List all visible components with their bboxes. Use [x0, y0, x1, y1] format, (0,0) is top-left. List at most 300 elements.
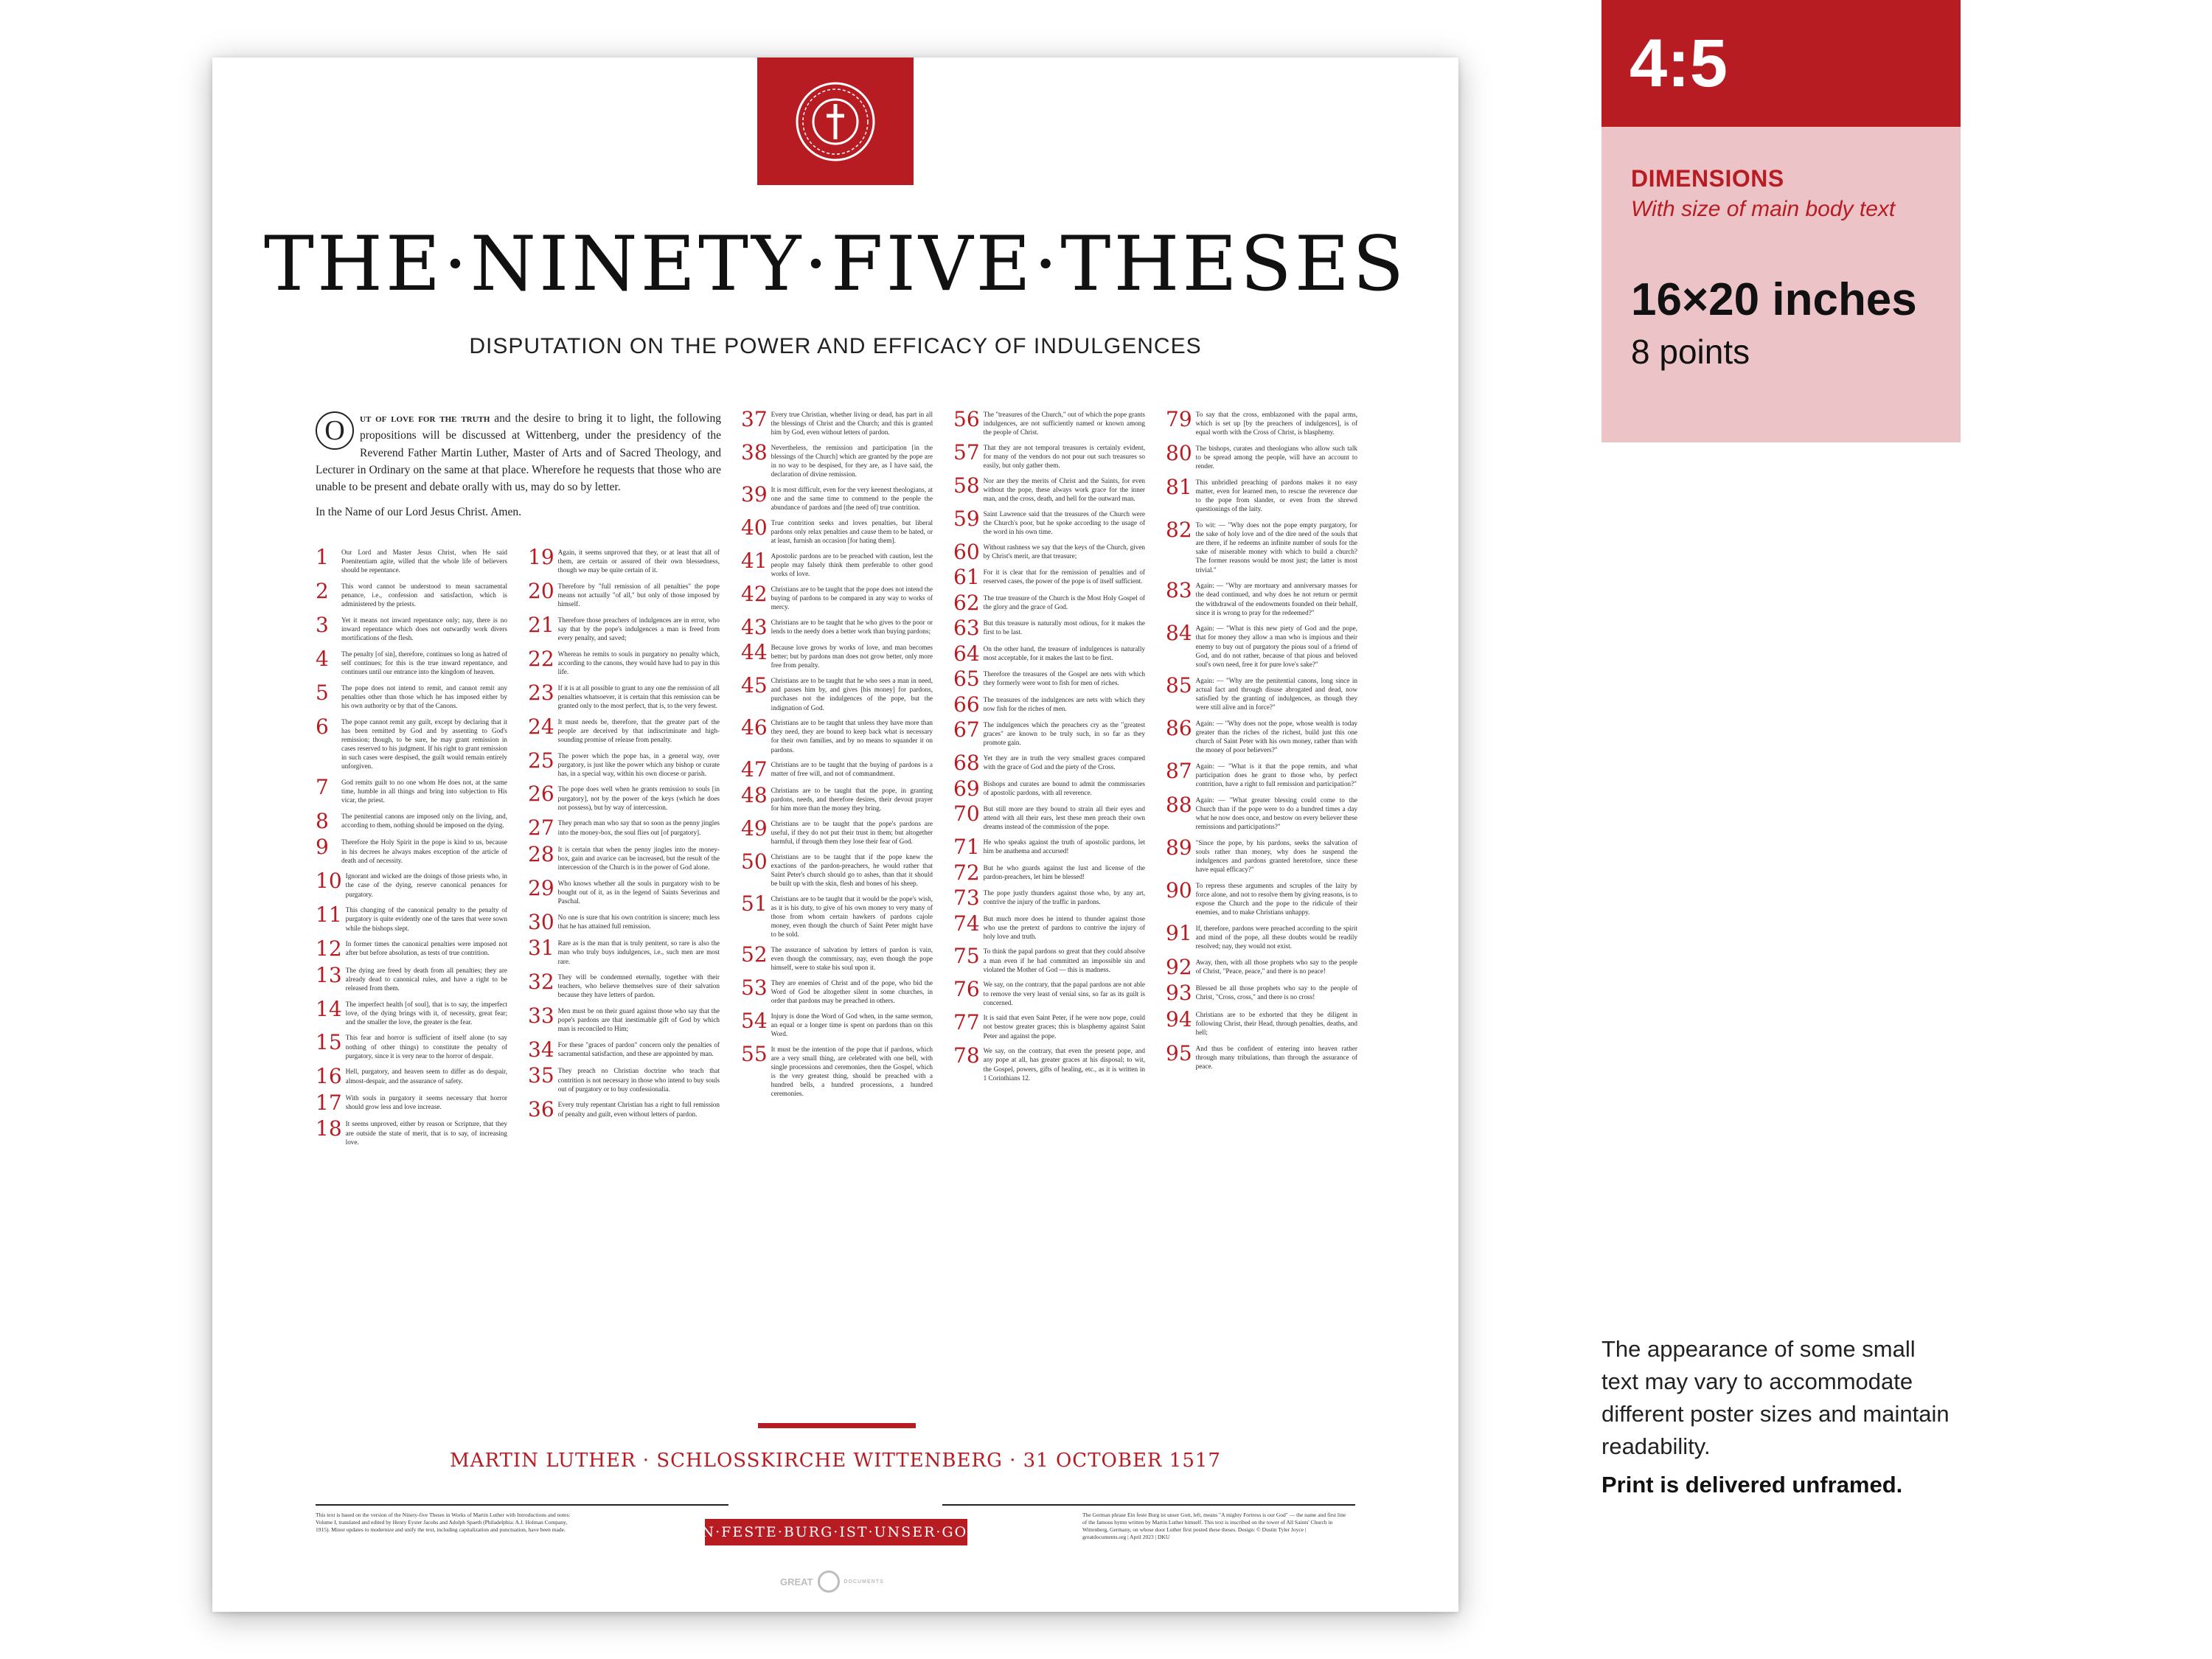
thesis-item	[316, 996, 507, 1026]
thesis-text: No one is sure that his own contrition is sincere; much less that he has attained full remission.	[557, 913, 720, 930]
thesis-number: 71	[953, 835, 980, 860]
theses-column-3	[741, 407, 933, 1105]
poster	[212, 58, 1458, 1612]
thesis-item	[1166, 1006, 1357, 1037]
thesis-item	[741, 975, 933, 1005]
thesis-text: Men must be on their guard against those who say that the pope's pardons are that inestimable gift of God by which man is reconciled to Him;	[557, 1007, 720, 1033]
thesis-number: 4	[316, 646, 329, 671]
thesis-item	[953, 439, 1145, 470]
thesis-text: This unbridled preaching of pardons makes it no easy matter, even for learned men, to rescue the reverence due to the pope from slander, or even from the shrewd questionings of the laity.	[1195, 478, 1357, 513]
thesis-number: 31	[528, 936, 554, 961]
thesis-item	[953, 641, 1145, 666]
thesis-text: Our Lord and Master Jesus Christ, when He said Poenitentiam agite, willed that the whole life of believers should be repentance.	[341, 549, 507, 574]
thesis-number: 47	[741, 757, 768, 782]
thesis-number: 66	[953, 692, 980, 717]
thesis-item	[953, 835, 1145, 860]
thesis-item	[741, 548, 933, 578]
thesis-text: It is said that even Saint Peter, if he were now pope, could not bestow greater graces; this is blasphemy against Saint Peter and against the pope.	[983, 1014, 1145, 1040]
thesis-text: The "treasures of the Church," out of which the pope grants indulgences, are not sufficiently named or known among the people of Christ.	[983, 411, 1145, 437]
theses-column-1	[316, 545, 507, 1153]
thesis-text: The pope does well when he grants remission to souls [in purgatory], not by the power of the keys (which he does not possess), but by way of intercession.	[557, 785, 720, 811]
thesis-text: Blessed be all those prophets who say to the people of Christ, "Cross, cross," and there is no cross!	[1195, 984, 1357, 1001]
thesis-number: 94	[1166, 1006, 1192, 1032]
thesis-text: They preach no Christian doctrine who teach that contrition is not necessary in those who intend to buy souls out of purgatory or to buy confessionalia.	[557, 1067, 720, 1093]
thesis-number: 55	[741, 1041, 768, 1066]
thesis-item	[1166, 672, 1357, 712]
thesis-item	[528, 578, 720, 608]
thesis-text: Who knows whether all the souls in purgatory wish to be bought out of it, as in the legend of Saints Severinus and Paschal.	[557, 879, 720, 905]
thesis-number: 49	[741, 815, 768, 841]
thesis-item	[1166, 981, 1357, 1006]
logo-subtext: DOCUMENTS	[844, 1579, 884, 1585]
thesis-number: 69	[953, 776, 980, 801]
thesis-number: 19	[528, 545, 554, 569]
thesis-number: 85	[1166, 672, 1192, 698]
thesis-text: Nevertheless, the remission and participation [in the blessings of the Church] which are granted by the pope are in no way to be despised, for they are, as I have said, the declaration of divine remission.	[771, 443, 933, 479]
signature-line: MARTIN LUTHER · SCHLOSSKIRCHE WITTENBERG · 31 OCTOBER 1517	[450, 1450, 1221, 1472]
thesis-text: Therefore the Holy Spirit in the pope is kind to us, because in his decrees he always makes exception of the article of death and of necessity.	[341, 838, 507, 864]
thesis-number: 59	[953, 506, 980, 531]
thesis-item	[316, 612, 507, 642]
thesis-item	[316, 869, 507, 898]
thesis-number: 58	[953, 473, 980, 498]
thesis-item	[528, 748, 720, 778]
thesis-number: 22	[528, 646, 554, 671]
thesis-item	[1166, 578, 1357, 617]
thesis-item	[1166, 407, 1357, 437]
thesis-item	[953, 473, 1145, 503]
thesis-item	[316, 808, 507, 833]
thesis-number: 21	[528, 612, 554, 637]
thesis-item	[741, 581, 933, 611]
thesis-number: 23	[528, 680, 554, 705]
thesis-item	[953, 565, 1145, 590]
thesis-number: 89	[1166, 835, 1192, 860]
thesis-text: Because love grows by works of love, and man becomes better; but by pardons man does not grow better, only more free from penalty.	[771, 644, 933, 669]
thesis-number: 45	[741, 673, 768, 698]
thesis-text: Again: — "What is this new piety of God and the pope, that for money they allow a man who is impious and their enemy to buy out of purgatory the pious soul of a friend of God, and do not rather, because of that pious and beloved soul's own need, free it for pure love's sake?"	[1195, 625, 1357, 668]
poster-size: 16×20 inches	[1631, 274, 1917, 325]
thesis-item	[953, 801, 1145, 831]
thesis-text: Therefore by "full remission of all penalties" the pope means not actually "of all," but only of those imposed by himself.	[557, 582, 720, 608]
footer-rule-left	[316, 1504, 728, 1506]
thesis-text: Again, it seems unproved that they, or at least that all of them, are certain or assured of their own blessedness, though we may be quite certain of it.	[557, 549, 720, 574]
thesis-item	[1166, 1040, 1357, 1071]
thesis-text: But still more are they bound to strain all their eyes and attend with all their ears, lest these men preach their own dreams instead of the commission of the pope.	[983, 805, 1145, 831]
thesis-number: 57	[953, 439, 980, 465]
thesis-number: 82	[1166, 517, 1192, 542]
thesis-number: 15	[316, 1030, 342, 1055]
thesis-text: This fear and horror is sufficient of itself alone (to say nothing of other things) to constitute the penalty of purgatory, since it is very near to the horror of despair.	[345, 1034, 507, 1060]
thesis-number: 76	[953, 977, 980, 1002]
thesis-number: 63	[953, 616, 980, 641]
thesis-text: Yet they are in truth the very smallest graces compared with the grace of God and the piety of the Cross.	[983, 754, 1145, 771]
thesis-item	[953, 616, 1145, 641]
thesis-number: 17	[316, 1090, 342, 1115]
intro-text: and the desire to bring it to light, the following propositions will be discussed at Wittenberg, under the presidency of the Reverend Father Martin Luther, Master of Arts and of Sacred Theology, and Lecturer in Ordinary on the same at that place. Wherefore he requests that those who are unable to be present and debate orally with us, may do so by letter.	[316, 412, 721, 493]
thesis-text: Nor are they the merits of Christ and the Saints, for even without the pope, these always work grace for the inner man, and the cross, death, and hell for the outward man.	[983, 476, 1145, 503]
thesis-text: True contrition seeks and loves penalties, but liberal pardons only relax penalties and cause them to be hated, or at least, furnish an occasion [for hating them].	[771, 518, 933, 545]
thesis-number: 86	[1166, 715, 1192, 740]
thesis-text: Injury is done the Word of God when, in the same sermon, an equal or a longer time is spent on pardons than on this Word.	[771, 1012, 933, 1037]
thesis-item	[741, 1041, 933, 1099]
thesis-text: The penalty [of sin], therefore, continues so long as hatred of self continues; for this is the true inward repentance, and continues until our entrance into the kingdom of heaven.	[341, 650, 507, 676]
thesis-text: But much more does he intend to thunder against those who use the pretext of pardons to contrive the injury of holy love and truth.	[983, 914, 1145, 940]
thesis-text: This changing of the canonical penalty to the penalty of purgatory is quite evidently one of the tares that were sown while the bishops slept.	[345, 906, 507, 932]
thesis-item	[316, 1030, 507, 1060]
thesis-text: Yet it means not inward repentance only; nay, there is no inward repentance which does not outwardly work divers mortifications of the flesh.	[341, 616, 507, 642]
thesis-item	[953, 692, 1145, 717]
thesis-number: 13	[316, 962, 342, 987]
red-divider	[758, 1423, 916, 1428]
thesis-number: 50	[741, 849, 768, 874]
thesis-number: 10	[316, 869, 342, 894]
thesis-number: 92	[1166, 954, 1192, 979]
thesis-item	[316, 936, 507, 961]
thesis-item	[741, 673, 933, 712]
thesis-text: Christians are to be taught that he who gives to the poor or lends to the needy does a better work than buying pardons;	[771, 618, 933, 635]
thesis-number: 14	[316, 996, 342, 1021]
thesis-text: The pope does not intend to remit, and cannot remit any penalties other than those which he has imposed either by his own authority or by that of the Canons.	[341, 684, 507, 709]
thesis-item	[528, 841, 720, 872]
thesis-item	[741, 815, 933, 846]
thesis-text: We say, on the contrary, that the papal pardons are not able to remove the very least of venial sins, so far as its guilt is concerned.	[983, 981, 1145, 1006]
thesis-text: They are enemies of Christ and of the pope, who bid the Word of God be altogether silent in some churches, in order that pardons may be preached in others.	[771, 978, 933, 1005]
footer-source-note: This text is based on the version of the Ninety-five Theses in Works of Martin Luther with Introductions and notes: Volume I, translated and edited by Henry Eyster Jacobs and Adolph Spaeth (Philadelphia: A.J. Holman Company, 1915). Minor updates to modernize and unify the text, including capitalization and punctuation, have been made.	[316, 1512, 571, 1534]
thesis-number: 36	[528, 1097, 554, 1122]
thesis-text: Christians are to be taught that the pope does not intend the buying of pardons to be compared in any way to works of mercy.	[771, 585, 933, 611]
thesis-item	[1166, 835, 1357, 874]
thesis-text: It must needs be, therefore, that the greater part of the people are deceived by that indiscriminate and high-sounding promise of release from penalty.	[557, 717, 720, 743]
readability-note: The appearance of some small text may vary to accommodate different poster sizes and maintain readability.	[1601, 1336, 1950, 1460]
thesis-text: The treasures of the indulgences are nets with which they now fish for the riches of men.	[983, 695, 1145, 712]
thesis-item	[1166, 758, 1357, 788]
thesis-item	[741, 757, 933, 782]
thesis-number: 95	[1166, 1040, 1192, 1065]
thesis-item	[316, 1064, 507, 1089]
thesis-item	[1166, 715, 1357, 755]
theses-column-5	[1166, 407, 1357, 1078]
thesis-number: 40	[741, 515, 768, 540]
thesis-text: This word cannot be understood to mean sacramental penance, i.e., confession and satisfaction, which is administered by the priests.	[341, 582, 507, 608]
thesis-text: And thus be confident of entering into heaven rather through many tribulations, than through the assurance of peace.	[1195, 1044, 1357, 1070]
thesis-number: 56	[953, 407, 980, 431]
thesis-number: 5	[316, 680, 329, 705]
thesis-item	[316, 902, 507, 932]
thesis-number: 81	[1166, 474, 1192, 499]
thesis-number: 53	[741, 975, 768, 1000]
thesis-item	[316, 578, 507, 608]
thesis-item	[316, 545, 507, 574]
unframed-note: Print is delivered unframed.	[1601, 1472, 1903, 1498]
thesis-text: Christians are to be taught that if the pope knew the exactions of the pardon-preachers, he would rather that Saint Peter's church should go to ashes, than that it should be built up with the skin, flesh and bones of his sheep.	[771, 852, 933, 887]
thesis-item	[316, 714, 507, 771]
theses-column-4	[953, 407, 1145, 1088]
thesis-number: 11	[316, 902, 342, 928]
thesis-number: 41	[741, 548, 768, 573]
thesis-text: Christians are to be taught that the pope, in granting pardons, needs, and therefore desires, their devout prayer for him more than the money they bring.	[771, 786, 933, 812]
thesis-text: Therefore those preachers of indulgences are in error, who say that by the pope's indulgences a man is freed from every penalty, and saved;	[557, 616, 720, 642]
thesis-text: Christians are to be taught that the buying of pardons is a matter of free will, and not of commandment.	[771, 761, 933, 778]
great-documents-logo	[780, 1569, 891, 1594]
thesis-text: Rare as is the man that is truly penitent, so rare is also the man who truly buys indulgences, i.e., such men are most rare.	[557, 939, 720, 965]
thesis-number: 65	[953, 667, 980, 692]
thesis-number: 79	[1166, 407, 1192, 431]
thesis-item	[741, 891, 933, 939]
thesis-text: They preach man who say that so soon as the penny jingles into the money-box, the soul flies out [of purgatory].	[557, 819, 720, 836]
thesis-text: The pope justly thunders against those who, by any art, contrive the injury of the traffic in pardons.	[983, 889, 1145, 906]
thesis-number: 6	[316, 714, 329, 739]
thesis-text: But he who guards against the lust and license of the pardon-preachers, let him be blessed!	[983, 863, 1145, 880]
thesis-text: The indulgences which the preachers cry as the "greatest graces" are known to be truly such, in so far as they promote gain.	[983, 721, 1145, 747]
thesis-number: 83	[1166, 578, 1192, 603]
footer-design-note: The German phrase Ein feste Burg ist unser Gott, left, means "A mighty Fortress is our God" — the name and first line of the famous hymn written by Martin Luther himself. This text is inscribed on the tower of All Saints' Church in Wittenberg, Germany, on whose door Luther first posted these theses. Design: © Dustin Tyler Joyce | greatdocuments.org | April 2023 | DKU	[1082, 1512, 1346, 1541]
thesis-text: Christians are to be taught that it would be the pope's wish, as it is his duty, to give of his own money to very many of those from whom certain hawkers of pardons cajole money, even though the church of Saint Peter might have to be sold.	[771, 894, 933, 939]
thesis-text: Again: — "What is it that the pope remits, and what participation does he grant to those who, by perfect contrition, have a right to full remission and participation?"	[1195, 762, 1357, 787]
thesis-number: 28	[528, 841, 554, 866]
intro-dropcap: O	[316, 411, 354, 450]
thesis-number: 61	[953, 565, 980, 590]
thesis-text: Every truly repentant Christian has a right to full remission of penalty and guilt, even without letters of pardon.	[557, 1101, 720, 1118]
thesis-item	[316, 1090, 507, 1115]
thesis-item	[528, 545, 720, 574]
theses-column-2	[528, 545, 720, 1127]
thesis-number: 88	[1166, 792, 1192, 817]
thesis-text: He who speaks against the truth of apostolic pardons, let him be anathema and accursed!	[983, 838, 1145, 855]
intro-smallcaps: ut of love for the truth	[360, 412, 490, 425]
thesis-item	[953, 860, 1145, 885]
aspect-ratio-header: 4:5	[1601, 0, 1961, 127]
thesis-item	[528, 815, 720, 841]
thesis-item	[953, 590, 1145, 615]
thesis-text: To think the papal pardons so great that they could absolve a man even if he had committed an impossible sin and violated the Mother of God — this is madness.	[983, 947, 1145, 973]
thesis-number: 42	[741, 581, 768, 606]
thesis-text: Away, then, with all those prophets who say to the people of Christ, "Peace, peace," and there is no peace!	[1195, 958, 1357, 975]
thesis-number: 48	[741, 782, 768, 807]
thesis-item	[741, 481, 933, 512]
thesis-text: Again: — "Why does not the pope, whose wealth is today greater than the riches of the richest, build just this one church of Saint Peter with his own money, rather than with the money of poor believers?"	[1195, 719, 1357, 754]
thesis-item	[528, 1097, 720, 1122]
thesis-number: 84	[1166, 621, 1192, 646]
logo-text: GREAT	[780, 1576, 813, 1587]
body-text-size: 8 points	[1631, 333, 1750, 371]
thesis-item	[953, 977, 1145, 1006]
thesis-text: Without rashness we say that the keys of the Church, given by Christ's merit, are that treasure;	[983, 543, 1145, 560]
thesis-text: Christians are to be taught that the pope's pardons are useful, if they do not put their trust in them; but altogether harmful, if through them they lose their fear of God.	[771, 819, 933, 845]
footer-rule-right	[942, 1504, 1355, 1506]
thesis-text: To say that the cross, emblazoned with the papal arms, which is set up [by the preachers of indulgences], is of equal worth with the Cross of Christ, is blasphemy.	[1195, 411, 1357, 437]
thesis-item	[953, 667, 1145, 692]
thesis-text: Apostolic pardons are to be preached with caution, lest the people may falsely think them preferable to other good works of love.	[771, 552, 933, 578]
thesis-text: Again: — "Why are mortuary and anniversary masses for the dead continued, and why does he not return or permit the withdrawal of the endowments founded on their behalf, since it is wrong to pray for the redeemed?"	[1195, 582, 1357, 616]
thesis-item	[528, 936, 720, 965]
thesis-text: Again: — "What greater blessing could come to the Church than if the pope were to do a hundred times a day what he now does once, and bestow on every believer these remissions and participations?"	[1195, 796, 1357, 830]
thesis-number: 24	[528, 714, 554, 739]
thesis-item	[741, 782, 933, 813]
thesis-item	[316, 962, 507, 992]
thesis-number: 7	[316, 774, 329, 799]
thesis-text: Hell, purgatory, and heaven seem to differ as do despair, almost-despair, and the assurance of safety.	[345, 1068, 507, 1085]
thesis-item	[316, 835, 507, 864]
thesis-item	[1166, 954, 1357, 979]
thesis-text: The penitential canons are imposed only on the living, and, according to them, nothing should be imposed on the dying.	[341, 812, 507, 830]
thesis-text: The true treasure of the Church is the Most Holy Gospel of the glory and the grace of God.	[983, 594, 1145, 611]
thesis-number: 38	[741, 439, 768, 465]
thesis-item	[1166, 517, 1357, 574]
thesis-text: It must be the intention of the pope that if pardons, which are a very small thing, are celebrated with one bell, with single processions and ceremonies, then the Gospel, which is the very greatest thing, should be preached with a hundred bells, a hundred processions, a hundred ceremonies.	[771, 1045, 933, 1098]
thesis-number: 52	[741, 942, 768, 967]
thesis-text: To repress these arguments and scruples of the laity by force alone, and not to resolve them by giving reasons, is to expose the Church and the pope to the ridicule of their enemies, and to make Christians unhappy.	[1195, 881, 1357, 917]
dimensions-label: DIMENSIONS	[1631, 165, 1784, 192]
thesis-item	[953, 1043, 1145, 1082]
thesis-text: Christians are to be taught that he who sees a man in need, and passes him by, and gives [his money] for pardons, purchases not the indulgences of the pope, but the indignation of God.	[771, 677, 933, 712]
thesis-number: 80	[1166, 440, 1192, 465]
thesis-number: 74	[953, 911, 980, 936]
thesis-text: We say, on the contrary, that even the present pope, and any pope at all, has greater graces at his disposal; to wit, the Gospel, powers, gifts of healing, etc., as it is written in 1 Corinthians 12.	[983, 1047, 1145, 1082]
thesis-text: If, therefore, pardons were preached according to the spirit and mind of the pope, all these doubts would be readily resolved; nay, they would not exist.	[1195, 924, 1357, 950]
motto-banner: EIN·FESTE·BURG·IST·UNSER·GOTT	[705, 1519, 967, 1545]
thesis-item	[316, 1116, 507, 1146]
thesis-item	[953, 717, 1145, 747]
thesis-text: God remits guilt to no one whom He does not, at the same time, humble in all things and bring into subjection to His vicar, the priest.	[341, 778, 507, 804]
thesis-number: 90	[1166, 877, 1192, 902]
thesis-item	[953, 911, 1145, 941]
thesis-number: 26	[528, 782, 554, 807]
thesis-text: On the other hand, the treasure of indulgences is naturally most acceptable, for it makes the last to be first.	[983, 644, 1145, 661]
thesis-item	[953, 1010, 1145, 1040]
thesis-number: 44	[741, 640, 768, 665]
thesis-number: 12	[316, 936, 342, 961]
thesis-item	[528, 875, 720, 905]
thesis-text: Whereas he remits to souls in purgatory no penalty which, according to the canons, they would have had to pay in this life.	[557, 650, 720, 676]
thesis-item	[741, 715, 933, 754]
thesis-number: 32	[528, 970, 554, 995]
thesis-item	[1166, 877, 1357, 917]
thesis-item	[741, 942, 933, 972]
thesis-number: 9	[316, 835, 329, 860]
thesis-item	[953, 751, 1145, 776]
thesis-item	[528, 1063, 720, 1093]
seal-icon	[791, 77, 880, 166]
thesis-item	[741, 640, 933, 669]
thesis-item	[1166, 621, 1357, 669]
thesis-text: For these "graces of pardon" concern only the penalties of sacramental satisfaction, and these are appointed by man.	[557, 1040, 720, 1058]
logo-circle-icon	[818, 1571, 840, 1593]
thesis-item	[528, 1006, 720, 1033]
thesis-item	[528, 612, 720, 642]
thesis-item	[953, 944, 1145, 973]
thesis-number: 25	[528, 748, 554, 773]
thesis-item	[953, 776, 1145, 801]
thesis-item	[953, 407, 1145, 437]
thesis-text: Therefore the treasures of the Gospel are nets with which they formerly were wont to fish for men of riches.	[983, 670, 1145, 687]
thesis-number: 43	[741, 614, 768, 639]
thesis-number: 64	[953, 641, 980, 666]
thesis-number: 68	[953, 751, 980, 776]
thesis-text: The power which the pope has, in a general way, over purgatory, is just like the power which any bishop or curate has, in a special way, within his own diocese or parish.	[557, 751, 720, 777]
thesis-number: 33	[528, 1004, 554, 1029]
thesis-text: With souls in purgatory it seems necessary that horror should grow less and love increase.	[345, 1093, 507, 1111]
thesis-number: 35	[528, 1063, 554, 1088]
thesis-text: They will be condemned eternally, together with their teachers, who believe themselves sure of their salvation because they have letters of pardon.	[557, 973, 720, 999]
thesis-item	[953, 539, 1145, 564]
thesis-number: 18	[316, 1116, 342, 1141]
thesis-number: 54	[741, 1008, 768, 1033]
thesis-number: 1	[316, 545, 329, 569]
invocation: In the Name of our Lord Jesus Christ. Amen.	[316, 506, 521, 518]
thesis-number: 73	[953, 886, 980, 911]
thesis-item	[316, 774, 507, 804]
thesis-number: 2	[316, 578, 329, 603]
thesis-number: 27	[528, 815, 554, 841]
thesis-text: "Since the pope, by his pardons, seeks the salvation of souls rather than money, why does he suspend the indulgences and pardons granted heretofore, since these have equal efficacy?"	[1195, 838, 1357, 874]
thesis-text: The pope cannot remit any guilt, except by declaring that it has been remitted by God and by assenting to God's remission; though, to be sure, he may grant remission in cases reserved to his judgment. If his right to grant remission in such cases were despised, the guilt would remain entirely unforgiven.	[341, 717, 507, 771]
thesis-number: 75	[953, 944, 980, 969]
thesis-item	[741, 515, 933, 545]
thesis-number: 78	[953, 1043, 980, 1068]
dimensions-sublabel: With size of main body text	[1631, 197, 1896, 221]
thesis-number: 51	[741, 891, 768, 916]
thesis-text: But this treasure is naturally most odious, for it makes the first to be last.	[983, 619, 1145, 636]
thesis-number: 37	[741, 407, 768, 431]
thesis-number: 3	[316, 612, 329, 637]
thesis-item	[1166, 920, 1357, 950]
thesis-item	[953, 506, 1145, 536]
thesis-item	[741, 439, 933, 479]
thesis-number: 70	[953, 801, 980, 827]
thesis-item	[528, 909, 720, 934]
thesis-item	[528, 680, 720, 710]
thesis-text: If it is at all possible to grant to any one the remission of all penalties whatsoever, it is certain that this remission can be granted only to the most perfect, that is, to the very fewest.	[557, 684, 720, 709]
thesis-text: It is most difficult, even for the very keenest theologians, at one and the same time to commend to the people the abundance of pardons and [the need of] true contrition.	[771, 485, 933, 512]
thesis-item	[953, 886, 1145, 911]
thesis-item	[1166, 440, 1357, 470]
thesis-item	[316, 680, 507, 710]
poster-subtitle: DISPUTATION ON THE POWER AND EFFICACY OF INDULGENCES	[469, 334, 1202, 358]
thesis-item	[528, 782, 720, 811]
thesis-item	[1166, 474, 1357, 514]
thesis-number: 39	[741, 481, 768, 507]
thesis-text: In former times the canonical penalties were imposed not after but before absolution, as tests of true contrition.	[345, 940, 507, 957]
dimensions-panel	[1601, 127, 1961, 442]
thesis-item	[528, 646, 720, 676]
luther-seal-emblem	[757, 58, 914, 185]
thesis-number: 77	[953, 1010, 980, 1035]
thesis-text: It seems unproved, either by reason or Scripture, that they are outside the state of merit, that is to say, of increasing love.	[345, 1120, 507, 1146]
thesis-item	[316, 646, 507, 676]
thesis-number: 20	[528, 578, 554, 603]
thesis-number: 30	[528, 909, 554, 934]
thesis-number: 93	[1166, 981, 1192, 1006]
thesis-number: 67	[953, 717, 980, 742]
thesis-number: 72	[953, 860, 980, 885]
thesis-text: For it is clear that for the remission of penalties and of reserved cases, the power of the pope is of itself sufficient.	[983, 568, 1145, 585]
thesis-text: Every true Christian, whether living or dead, has part in all the blessings of Christ and the Church; and this is granted him by God, even without letters of pardon.	[771, 411, 933, 437]
thesis-number: 46	[741, 715, 768, 740]
thesis-text: Again: — "Why are the penitential canons, long since in actual fact and through disuse abrogated and dead, now satisfied by the granting of indulgences, as though they were still alive and in force?"	[1195, 676, 1357, 711]
thesis-text: That they are not temporal treasures is certainly evident, for many of the vendors do not pour out such treasures so easily, but only gather them.	[983, 443, 1145, 470]
thesis-text: It is certain that when the penny jingles into the money-box, gain and avarice can be increased, but the result of the intercession of the Church is in the power of God alone.	[557, 845, 720, 872]
thesis-text: Saint Lawrence said that the treasures of the Church were the Church's poor, but he spoke according to the usage of the word in his own time.	[983, 509, 1145, 536]
thesis-item	[528, 714, 720, 744]
thesis-text: The bishops, curates and theologians who allow such talk to be spread among the people, will have an account to render.	[1195, 444, 1357, 470]
thesis-item	[741, 849, 933, 888]
thesis-text: The dying are freed by death from all penalties; they are already dead to canonical rules, and have a right to be released from them.	[345, 966, 507, 992]
thesis-text: The imperfect health [of soul], that is to say, the imperfect love, of the dying brings with it, of necessity, great fear; and the smaller the love, the greater is the fear.	[345, 1000, 507, 1026]
thesis-item	[1166, 792, 1357, 832]
thesis-item	[741, 407, 933, 437]
thesis-text: Ignorant and wicked are the doings of those priests who, in the case of the dying, reserve canonical penances for purgatory.	[345, 872, 507, 898]
